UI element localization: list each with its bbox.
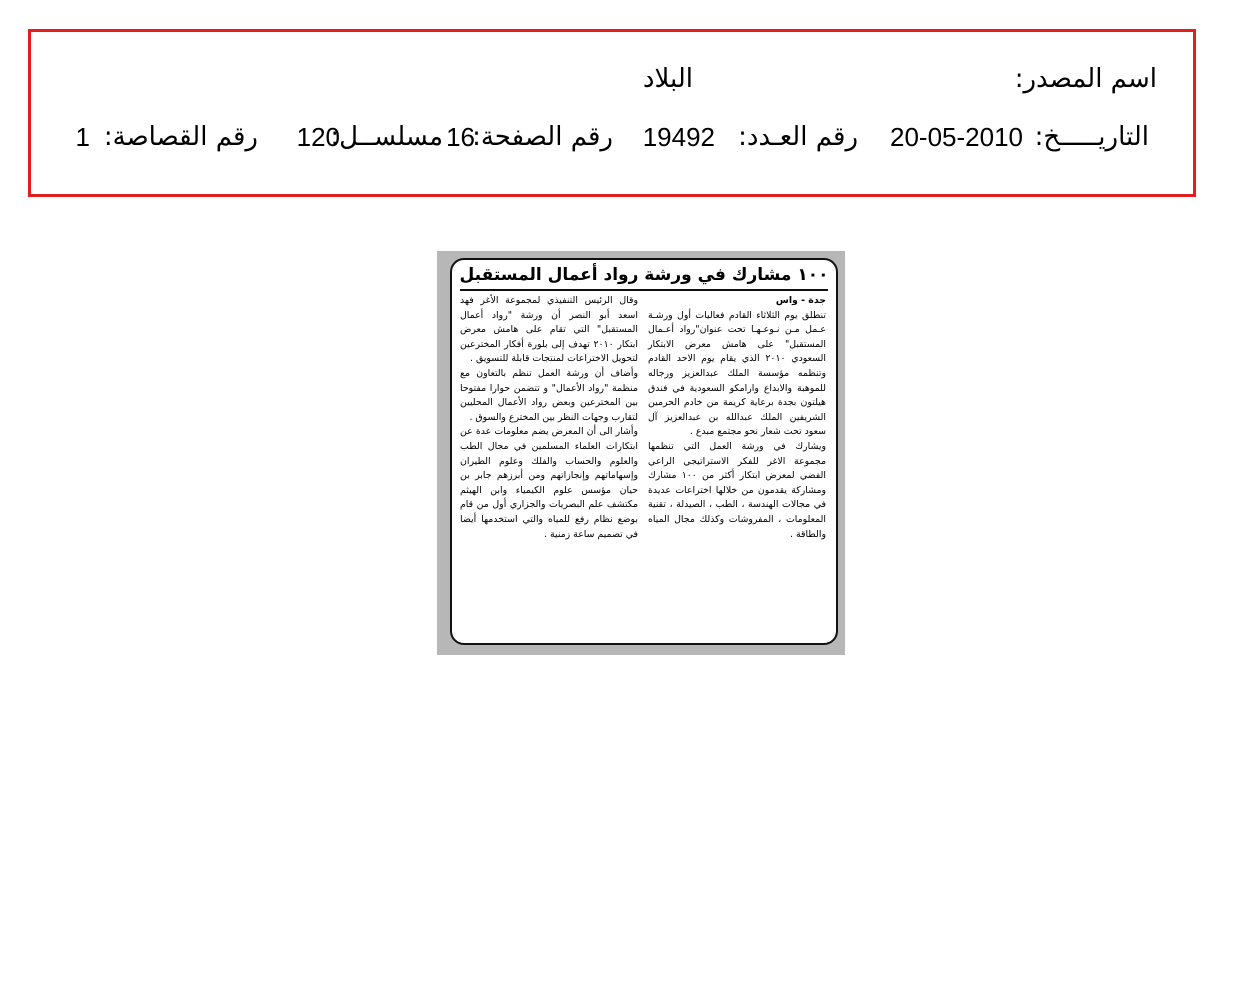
article-title: ١٠٠ مشارك في ورشة رواد أعمال المستقبل (459, 265, 829, 285)
article-dateline: جدة - واس (775, 295, 826, 306)
serial-value: 120 (296, 122, 340, 152)
serial-label: مسلســل: (330, 122, 443, 152)
source-value: البلاد (642, 64, 693, 94)
clipping-value: 1 (75, 122, 90, 152)
clipping-label: رقم القصاصة: (103, 122, 258, 152)
issue-label: رقم العـدد: (738, 122, 858, 152)
article-paragraph: تنطلق يوم الثلاثاء القادم فعاليات أول ورشـة عـمل مـن نـوعـهـا تحت عنوان"رواد أعـمال المستقبل" على هامش معرض الابتكار السعودي ٢٠١٠ الذي يقام يوم الاحد القادم وتنظمه مؤسسة الملك عبدالعزيز ورجاله للموهبة والابداع وارامكو السعودية في فندق هيلتون بجدة برعاية كريمة من خادم الحرمين الشريفين الملك عبدالله بن عبدالعزيز آل سعود تحت شعار نحو مجتمع مبدع . (648, 309, 826, 438)
newspaper-clipping (437, 251, 845, 655)
page-value: 16 (446, 122, 475, 152)
article-column-right (648, 294, 826, 639)
date-value: 20-05-2010 (890, 122, 1023, 152)
title-divider (460, 289, 828, 291)
article-paragraph: وقال الرئيس التنفيذي لمجموعة الأغر فهد اسعد أبو النصر أن ورشة "رواد أعمال المستقبل" التي تقام على هامش معرض ابتكار ٢٠١٠ تهدف إلى بلورة أفكار المخترعين لتحويل الاختراعات لمنتجات قابلة للتسويق . (460, 295, 638, 365)
metadata-box (28, 29, 1196, 197)
article-paragraph: وأشار الى أن المعرض يضم معلومات عدة عن ابتكارات العلماء المسلمين في مجال الطب والعلوم والحساب والفلك وعلوم الطيران وإسهاماتهم وإنجازاتهم ومن أبرزهم جابر بن حيان مؤسس علوم الكيمياء وابن الهيثم مكتشف علم البصريات والجزاري أول من قام بوضع نظام رفع للمياه والتي استخدمها أيضا في تصميم ساعة زمنية . (460, 426, 638, 540)
article-paragraph: وأضاف أن ورشة العمل تنظم بالتعاون مع منظمة "رواد الأعمال" و تتضمن حوارا مفتوحا بين المخترعين وبعض رواد الأعمال المحليين لتقارب وجهات النظر بين المخترع والسوق . (460, 367, 638, 423)
article-frame (450, 258, 838, 645)
source-label: اسم المصدر: (1014, 64, 1157, 94)
page-label: رقم الصفحة: (472, 122, 613, 152)
article-paragraph: ويشارك في ورشة العمل التي تنظمها مجموعة الاغر للفكر الاستراتيجي الراعي الفضي لمعرض ابتكار أكثر من ١٠٠ مشارك ومشاركة يقدمون من خلالها اختراعات عديدة في مجالات الهندسة ، الطب ، الصيدلة ، تقنية المعلومات ، المفروشات وكذلك مجال المياه والطاقة . (648, 440, 826, 540)
issue-value: 19492 (642, 122, 715, 152)
date-label: التاريـــــخ: (1034, 122, 1149, 152)
article-column-left (460, 294, 638, 639)
